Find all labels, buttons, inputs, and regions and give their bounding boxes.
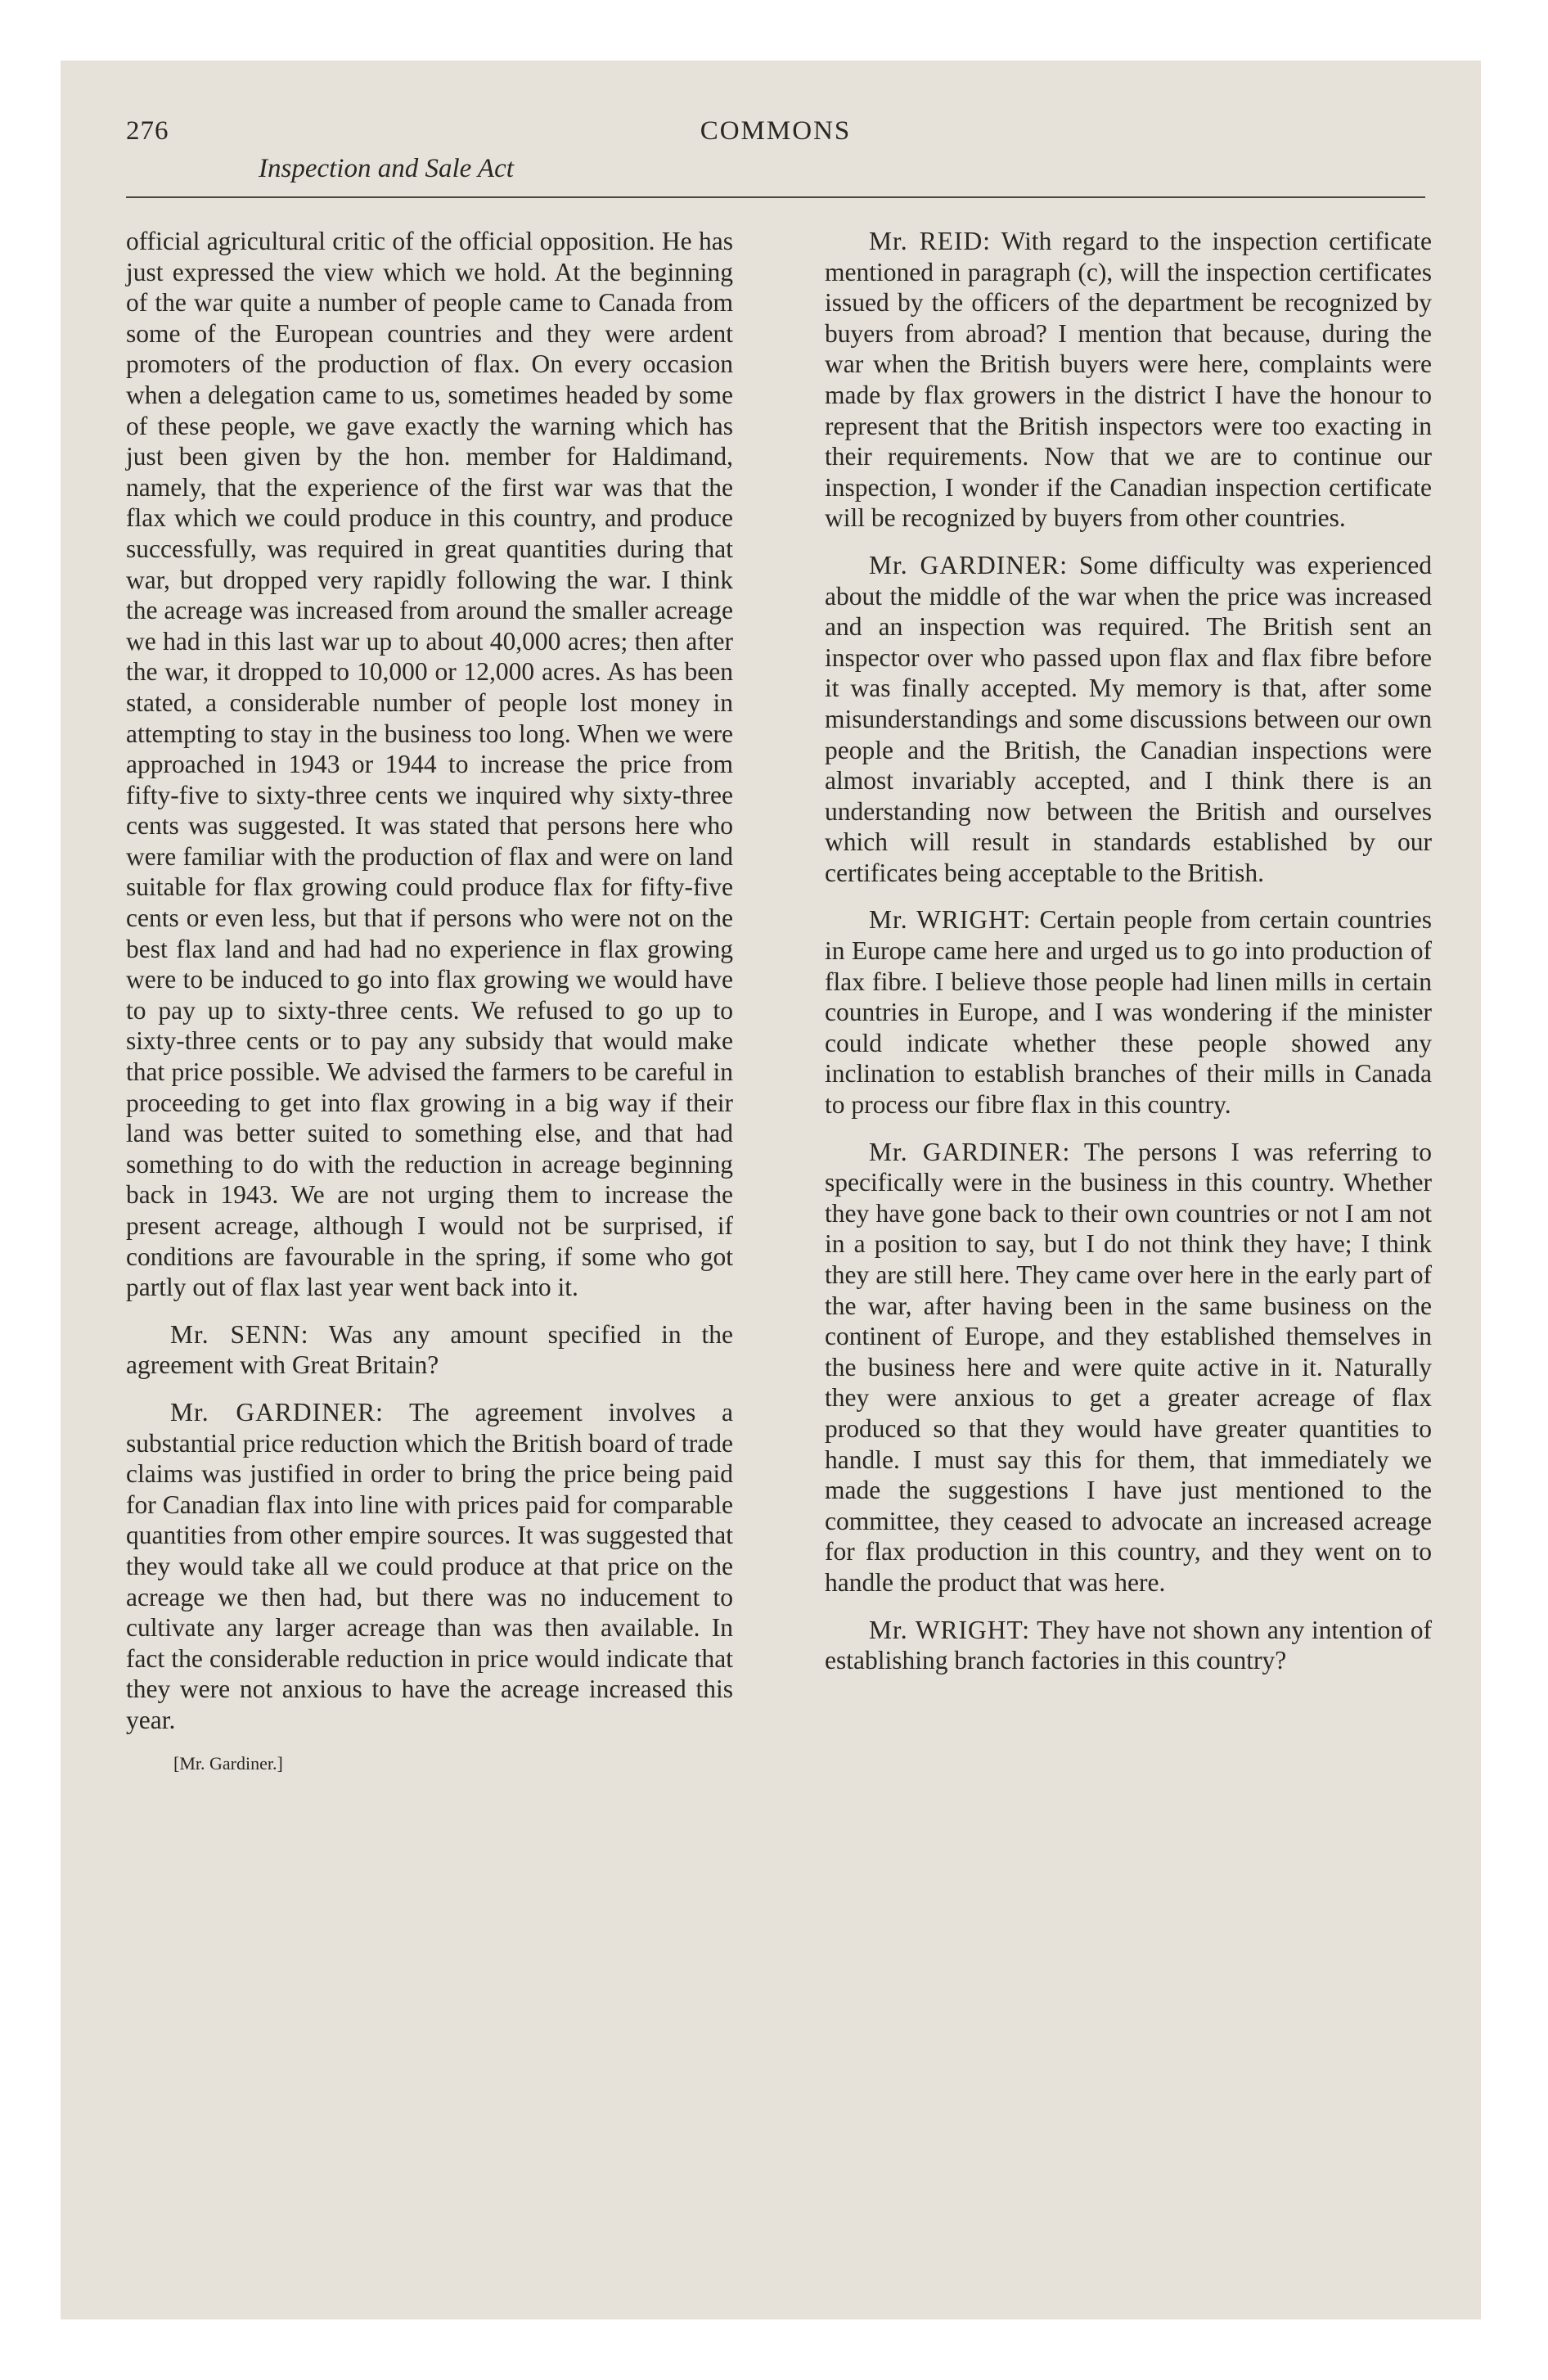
section-title: COMMONS bbox=[700, 116, 852, 146]
paragraph-text: The persons I was referring to specifically were in the business in this country. Whether they have gone back to their own countries or not I am not in a position to say, but I do not think they have; I think they are still here. They came over here in the early part of the war, after having been in the same business on the continent of Europe, and they established themselves in the business here and were quite active in it. Naturally they were anxious to get a greater acreage of flax produced so that they would have greater quantities to handle. I must say this for them, that immediately we made the suggestions I have just mentioned to the committee, they ceased to advocate an increased acreage for flax production in this country, and they went on to handle the product that was here. bbox=[825, 1137, 1433, 1597]
paragraph bbox=[825, 1137, 1432, 1598]
paragraph bbox=[825, 904, 1432, 1120]
footer-note: [Mr. Gardiner.] bbox=[173, 1752, 283, 1774]
paragraph bbox=[126, 1319, 733, 1381]
paragraph bbox=[825, 550, 1432, 889]
paragraph-text: Some difficulty was experienced about the middle of the war when the price was increased and an inspection was required. The British sent an inspector over who passed upon flax and flax fibre before it was finally accepted. My memory is that, after some misunderstandings and some discussions between our own people and the British, the Canadian inspections were almost invariably accepted, and I think there is an understanding now between the British and ourselves which will result in standards established by our certificates being acceptable to the British. bbox=[825, 550, 1432, 887]
paragraph-text: With regard to the inspection certificate mentioned in paragraph (c), will the inspection certificates issued by the officers of the department be recognized by buyers from abroad? I mention that because, during the war when the British buyers were here, complaints were made by flax growers in the district I have the honour to represent that the British inspectors were too exacting in their requirements. Now that we are to continue our inspection, I wonder if the Canadian inspection certificate will be recognized by buyers from other countries. bbox=[825, 227, 1432, 533]
right-column bbox=[825, 226, 1432, 1693]
paragraph-text: They have not shown any intention of establishing branch factories in this country? bbox=[825, 1615, 1433, 1675]
speaker-name: Mr. REID: bbox=[869, 227, 992, 255]
paragraph-text: Was any amount specified in the agreement with Great Britain? bbox=[126, 1319, 733, 1380]
header-rule bbox=[126, 196, 1425, 198]
speaker-name: Mr. SENN: bbox=[170, 1319, 309, 1349]
paragraph bbox=[825, 1615, 1432, 1676]
paragraph bbox=[126, 1397, 733, 1736]
paragraph-text: The agreement involves a substantial price reduction which the British board of trade claims was justified in order to bring the price being paid for Canadian flax into line with prices paid for comparable quantities from other empire sources. It was suggested that they would take all we could produce at that price on the acreage we then had, but there was no inducement to cultivate any larger acreage than was then available. In fact the considerable reduction in price would indicate that they were not anxious to have the acreage increased this year. bbox=[126, 1397, 733, 1734]
paragraph-text: Certain people from certain countries in Europe came here and urged us to go into production of flax fibre. I believe those people had linen mills in certain countries in Europe, and I was wondering if the minister could indicate whether these people showed any inclination to establish branches of their mills in Canada to process our fibre flax in this country. bbox=[825, 905, 1433, 1120]
paragraph bbox=[126, 226, 733, 1303]
speaker-name: Mr. GARDINER: bbox=[869, 550, 1068, 579]
left-column bbox=[126, 226, 733, 1792]
page-number: 276 bbox=[126, 116, 169, 146]
page-header bbox=[126, 110, 1425, 192]
speaker-name: Mr. GARDINER: bbox=[170, 1397, 384, 1427]
speaker-name: Mr. WRIGHT: bbox=[869, 905, 1032, 935]
paragraph-text: official agricultural critic of the official opposition. He has just expressed the view which we hold. At the beginning of the war quite a number of people came to Canada from some of the European countries and they were ardent promoters of the production of flax. On every occasion when a delegation came to us, sometimes headed by some of these people, we gave exactly the warning which has just been given by the hon. member for Haldimand, namely, that the experience of the first war was that the flax which we could produce in this country, and produce successfully, was required in great quantities during that war, but dropped very rapidly following the war. I think the acreage was increased from around the smaller acreage we had in this last war up to about 40,000 acres; then after the war, it dropped to 10,000 or 12,000 acres. As has been stated, a considerable number of people lost money in attempting to stay in the business too long. When we were approached in 1943 or 1944 to increase the price from fifty-five to sixty-three cents we inquired why sixty-three cents was suggested. It was stated that persons here who were familiar with the production of flax and were on land suitable for flax growing could produce flax for fifty-five cents or even less, but that if persons who were not on the best flax land and had had no experience in flax growing were to be induced to go into flax growing we would have to pay up to sixty-three cents. We refused to go up to sixty-three cents or to pay any subsidy that would make that price possible. We advised the farmers to be careful in proceeding to get into flax growing in a big way if their land was better suited to something else, and that had something to do with the reduction in acreage beginning back in 1943. We are not urging them to increase the present acreage, although I would not be surprised, if conditions are favourable in the spring, if some who got partly out of flax last year went back into it. bbox=[126, 227, 733, 1302]
speaker-name: Mr. WRIGHT: bbox=[869, 1615, 1030, 1644]
speaker-name: Mr. GARDINER: bbox=[869, 1137, 1071, 1166]
paragraph bbox=[825, 226, 1432, 534]
running-subtitle: Inspection and Sale Act bbox=[259, 154, 514, 183]
scanned-page bbox=[61, 61, 1481, 2319]
